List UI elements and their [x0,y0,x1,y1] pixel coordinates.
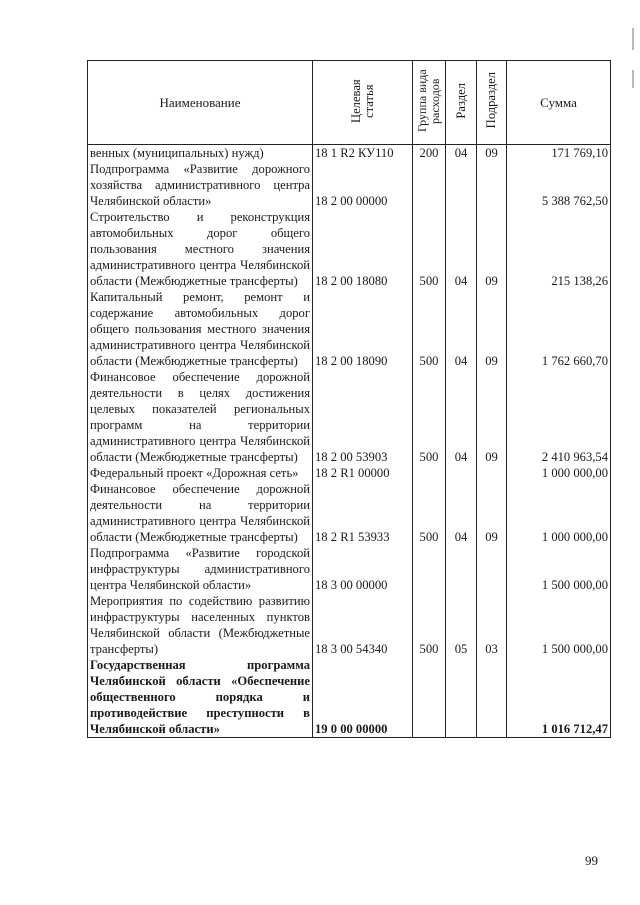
table-row [88,369,611,465]
row-group: 500 [413,593,446,657]
table-row [88,209,611,289]
row-sum: 1 500 000,00 [507,545,611,593]
row-section: 04 [446,209,477,289]
row-section [446,465,477,481]
row-sum: 1 016 712,47 [507,657,611,738]
table-header-row [88,61,611,145]
row-subsection [477,657,507,738]
header-name: Наименование [88,61,313,145]
row-name: венных (муниципальных) нужд) [88,145,313,162]
row-sum: 5 388 762,50 [507,161,611,209]
row-group [413,545,446,593]
budget-table [87,60,611,738]
row-group: 500 [413,289,446,369]
row-code: 18 2 00 18090 [313,289,413,369]
row-name: Подпрограмма «Развитие городской инфраструктуры административного центра Челябинской области» [88,545,313,593]
header-section: Раздел [446,61,477,145]
row-code: 18 1 R2 КУ110 [313,145,413,162]
row-code: 18 3 00 54340 [313,593,413,657]
row-group [413,465,446,481]
row-section: 04 [446,481,477,545]
row-sum: 1 500 000,00 [507,593,611,657]
header-subsection: Подраздел [477,61,507,145]
row-sum: 215 138,26 [507,209,611,289]
row-name: Строительство и реконструкция автомобильных дорог общего пользования местного значения административного центра Челябинской области (Межбюджетные трансферты) [88,209,313,289]
row-sum: 1 000 000,00 [507,465,611,481]
row-group: 200 [413,145,446,162]
row-subsection [477,161,507,209]
row-code: 18 3 00 00000 [313,545,413,593]
row-code: 18 2 00 53903 [313,369,413,465]
row-subsection: 09 [477,209,507,289]
row-subsection [477,545,507,593]
table-row [88,161,611,209]
page-number: 99 [585,853,598,868]
row-group: 500 [413,369,446,465]
row-group: 500 [413,481,446,545]
row-subsection: 03 [477,593,507,657]
row-name: Финансовое обеспечение дорожной деятельности на территории административного центра Челябинской области (Межбюджетные трансферты) [88,481,313,545]
header-expense-group: Группа вида расходов [413,61,446,145]
table-row [88,545,611,593]
row-section [446,545,477,593]
row-name: Капитальный ремонт, ремонт и содержание автомобильных дорог общего пользования местного значения административного центра Челябинской области (Межбюджетные трансферты) [88,289,313,369]
row-section: 04 [446,369,477,465]
row-code: 18 2 R1 53933 [313,481,413,545]
row-section: 04 [446,145,477,162]
header-target-article: Целевая статья [313,61,413,145]
row-code: 18 2 00 00000 [313,161,413,209]
row-subsection [477,465,507,481]
table-row [88,481,611,545]
row-sum: 1 000 000,00 [507,481,611,545]
row-subsection: 09 [477,481,507,545]
scan-edge-mark [632,70,634,88]
row-group [413,161,446,209]
row-sum: 2 410 963,54 [507,369,611,465]
row-sum: 171 769,10 [507,145,611,162]
header-sum: Сумма [507,61,611,145]
row-name: Подпрограмма «Развитие дорожного хозяйства административного центра Челябинской области» [88,161,313,209]
row-section [446,657,477,738]
row-section: 04 [446,289,477,369]
table-row [88,465,611,481]
row-name: Государственная программа Челябинской области «Обеспечение общественного порядка и противодействие преступности в Челябинской области» [88,657,313,738]
row-code: 18 2 00 18080 [313,209,413,289]
row-code: 19 0 00 00000 [313,657,413,738]
row-group: 500 [413,209,446,289]
row-group [413,657,446,738]
row-subsection: 09 [477,289,507,369]
table-row [88,593,611,657]
row-section [446,161,477,209]
row-section: 05 [446,593,477,657]
row-name: Федеральный проект «Дорожная сеть» [88,465,313,481]
row-name: Финансовое обеспечение дорожной деятельности в целях достижения целевых показателей региональных программ на территории административного центра Челябинской области (Межбюджетные трансферты) [88,369,313,465]
row-code: 18 2 R1 00000 [313,465,413,481]
table-row [88,145,611,162]
row-sum: 1 762 660,70 [507,289,611,369]
row-subsection: 09 [477,145,507,162]
table-row [88,289,611,369]
row-name: Мероприятия по содействию развитию инфраструктуры населенных пунктов Челябинской области (Межбюджетные трансферты) [88,593,313,657]
row-subsection: 09 [477,369,507,465]
scan-edge-mark [632,28,634,50]
table-row [88,657,611,738]
